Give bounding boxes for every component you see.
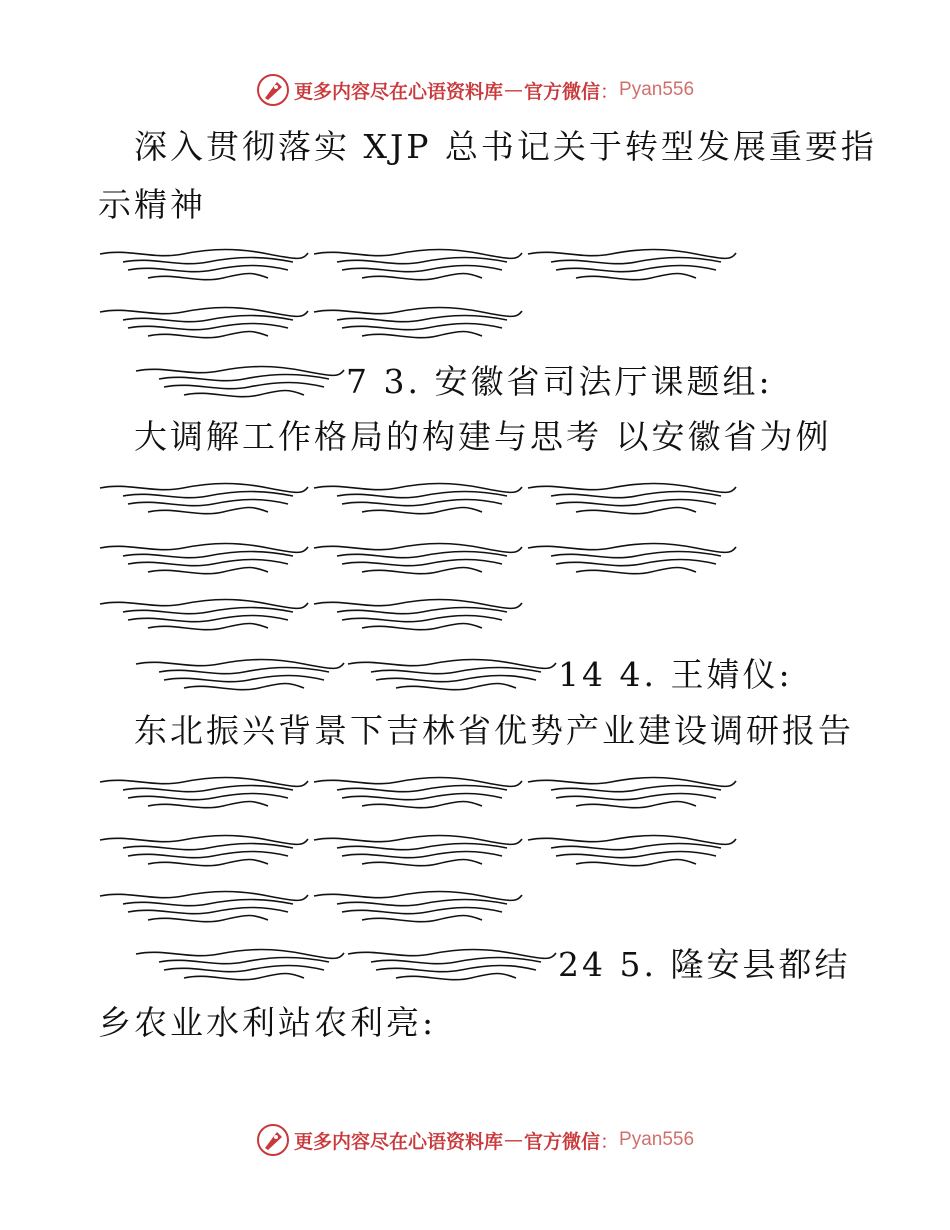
wave-leader-icon [312,538,524,584]
wave-leader-icon [98,772,310,818]
toc-line-2: 示精神 [98,185,206,224]
leader-row [0,830,950,876]
wave-leader-icon [526,244,738,290]
banner-wechat-id: Pyan556 [619,1129,695,1150]
wave-leader-icon [134,944,346,990]
banner-main-text: 更多内容尽在心语资料库 [293,80,503,103]
wave-leader-icon [312,302,524,348]
leader-row [0,772,950,818]
wave-leader-icon [526,538,738,584]
banner-main-text: 更多内容尽在心语资料库 [293,1130,503,1153]
toc-line-3 [134,357,773,407]
wave-leader-icon [346,654,558,700]
wave-leader-icon [98,478,310,524]
wave-leader-icon [98,594,310,640]
toc-line-4: 大调解工作格局的构建与思考 以安徽省为例 [134,417,832,456]
banner-wechat-label: 官方微信 [523,80,600,103]
toc-line-1: 深入贯彻落实 XJP 总书记关于转型发展重要指 [134,127,877,166]
toc-line-3-text: 7 3. 安徽省司法厅课题组: [346,362,773,401]
wave-leader-icon [312,886,524,932]
banner-colon: ： [600,1130,620,1153]
wave-leader-icon [526,772,738,818]
banner-wechat-label: 官方微信 [523,1130,600,1153]
toc-line-8: 乡农业水利站农利亮: [98,1003,437,1042]
leader-row [0,302,950,348]
footer-banner [0,1120,950,1160]
wave-leader-icon [98,302,310,348]
banner-colon: ： [600,80,620,103]
wave-leader-icon [98,830,310,876]
wave-leader-icon [312,772,524,818]
leader-row [0,478,950,524]
wave-leader-icon [134,361,346,407]
wave-leader-icon [526,830,738,876]
header-banner [0,70,950,110]
wave-leader-icon [312,830,524,876]
wave-leader-icon [312,244,524,290]
leader-row [0,538,950,584]
banner-separator: — [503,1129,523,1151]
wave-leader-icon [98,538,310,584]
leader-row [0,886,950,932]
wave-leader-icon [526,478,738,524]
pen-nib-logo-icon [256,1123,290,1157]
wave-leader-icon [98,244,310,290]
toc-line-5-text: 14 4. 王婧仪: [558,655,793,694]
banner-separator: — [503,79,523,101]
wave-leader-icon [312,478,524,524]
toc-line-6: 东北振兴背景下吉林省优势产业建设调研报告 [134,711,854,750]
wave-leader-icon [134,654,346,700]
pen-nib-logo-icon [256,73,290,107]
leader-row [0,594,950,640]
toc-line-7 [134,940,850,990]
wave-leader-icon [98,886,310,932]
banner-wechat-id: Pyan556 [619,79,695,100]
wave-leader-icon [312,594,524,640]
toc-line-5 [134,650,793,700]
leader-row [0,244,950,290]
wave-leader-icon [346,944,558,990]
toc-line-7-text: 24 5. 隆安县都结 [558,945,851,984]
